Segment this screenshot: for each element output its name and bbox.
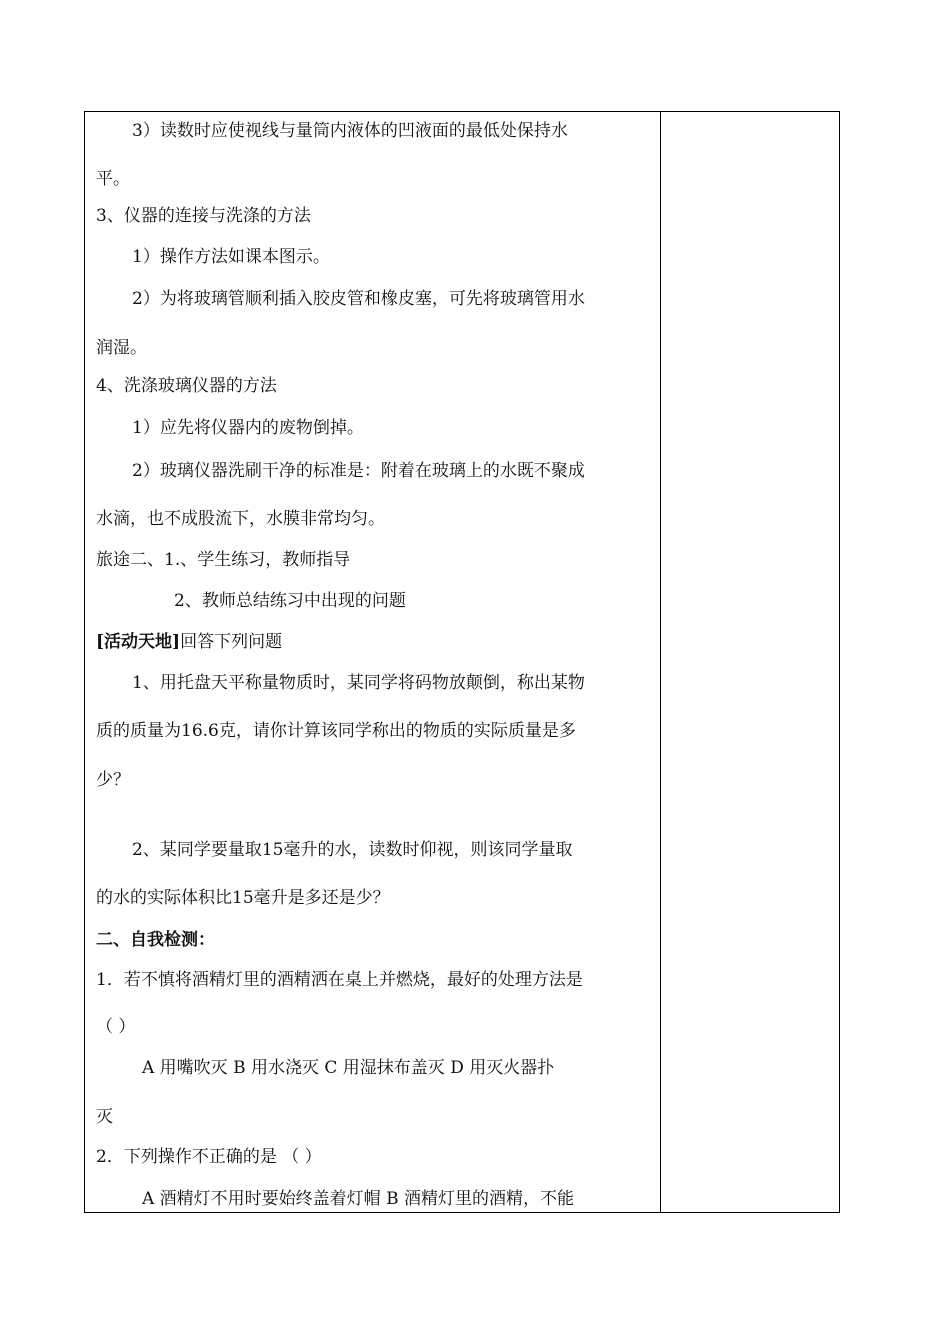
question-line: 2、某同学要量取15毫升的水，读数时仰视，则该同学量取: [132, 840, 573, 860]
text-line: 水滴，也不成股流下，水膜非常均匀。: [96, 509, 385, 529]
activity-heading: [96, 632, 282, 652]
content-table: [84, 111, 840, 1213]
options-line: A 酒精灯不用时要始终盖着灯帽 B 酒精灯里的酒精，不能: [142, 1189, 574, 1209]
options-line: 灭: [96, 1107, 113, 1127]
text-line: 旅途二、1.、学生练习，教师指导: [96, 550, 351, 570]
question-line: 少？: [96, 770, 130, 790]
text-line: 2、教师总结练习中出现的问题: [174, 591, 406, 611]
text-line: 3）读数时应使视线与量筒内液体的凹液面的最低处保持水: [132, 121, 568, 141]
options-line: A 用嘴吹灭 B 用水浇灭 C 用湿抹布盖灭 D 用灭火器扑: [142, 1058, 555, 1078]
question-line: 1．若不慎将酒精灯里的酒精洒在桌上并燃烧，最好的处理方法是: [96, 970, 583, 990]
section-heading: 4、洗涤玻璃仪器的方法: [96, 376, 277, 396]
activity-label: [活动天地]: [96, 632, 181, 652]
question-line: 质的质量为16.6克，请你计算该同学称出的物质的实际质量是多: [96, 721, 576, 741]
text-line: 润湿。: [96, 338, 147, 358]
activity-text: 回答下列问题: [180, 632, 283, 652]
text-line: 平。: [96, 169, 130, 189]
table-column-divider: [660, 111, 661, 1213]
question-line: 的水的实际体积比15毫升是多还是少？: [96, 888, 390, 908]
text-line: 1）操作方法如课本图示。: [132, 247, 330, 267]
answer-blank: （ ）: [96, 1017, 136, 1037]
question-line: 2．下列操作不正确的是 （ ）: [96, 1147, 322, 1167]
section-heading-self-check: 二、自我检测：: [96, 930, 215, 950]
text-line: 1）应先将仪器内的废物倒掉。: [132, 418, 364, 438]
text-line: 2）为将玻璃管顺利插入胶皮管和橡皮塞，可先将玻璃管用水: [132, 289, 585, 309]
text-line: 2）玻璃仪器洗刷干净的标准是：附着在玻璃上的水既不聚成: [132, 461, 585, 481]
question-line: 1、用托盘天平称量物质时，某同学将码物放颠倒，称出某物: [132, 673, 585, 693]
section-heading: 3、仪器的连接与洗涤的方法: [96, 206, 311, 226]
